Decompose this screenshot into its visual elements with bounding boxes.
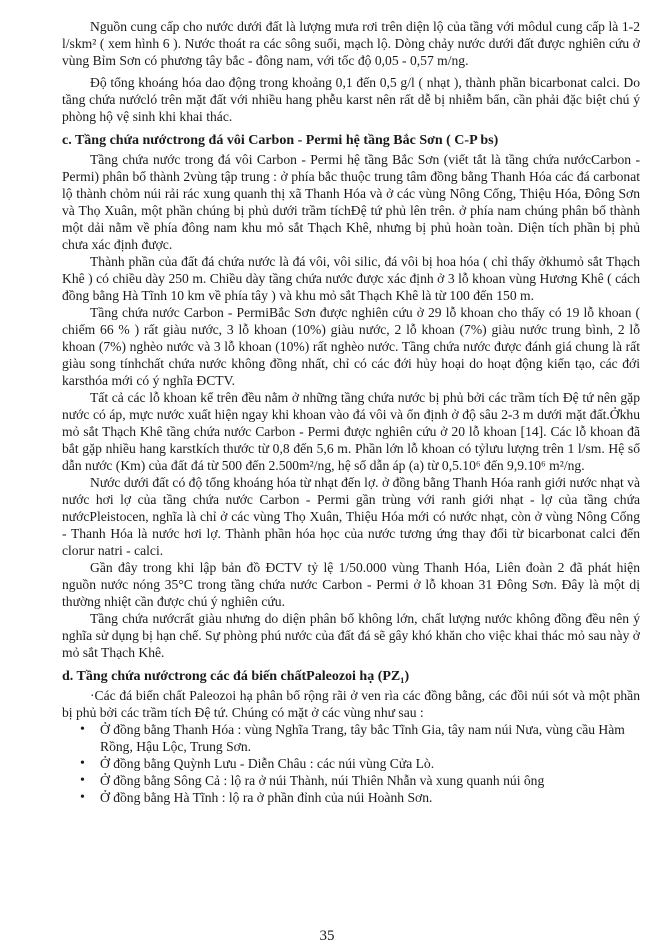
paragraph-composition: Thành phần của đất đá chứa nước là đá vôi, vôi silic, đá vôi bị hoa hóa ( chỉ thấy ởkhumỏ sắt Thạch Khê ) có chiều dày 250 m. Chiều dày tầng chứa nước được xác định ở 3 lỗ khoan vùng Hương Khê ( cách đồng bằng Hà Tĩnh 10 km về phía tây ) và khu mỏ sắt Thạch Khê là từ 100 đến 150 m. (62, 254, 640, 303)
page-number: 35 (319, 928, 335, 944)
paragraph-confined-water: Tất cả các lỗ khoan kể trên đều nằm ở những tầng chứa nước bị phủ bởi các trầm tích Đệ tứ nên gặp nước có áp, mực nước xuất hiện ngay khi khoan vào đá vôi và ổn định ở độ sâu 2-3 m dưới mặt đất.Ởkhu mỏ sắt Thạch Khê tầng chứa nước Carbon - Permi được nghiên cứu ở 20 lỗ khoan [14]. Các lỗ khoan đã bắt gặp nhiều hang karstkích thước từ 0,8 đến 5,6 m. Phần lớn lỗ khoan có tỷlưu lượng trên 1 l/sm. Hệ số dẫn nước (Km) của đất đá từ 500 đến 2.500m²/ng, hệ số dẫn áp (a) từ 0,5.10⁶ đến 9,9.10⁶ m²/ng. (62, 390, 640, 473)
paragraph-recharge: Nguồn cung cấp cho nước dưới đất là lượng mưa rơi trên diện lộ của tầng với môdul cung cấp là 1-2 l/skm² ( xem hình 6 ). Nước thoát ra các sông suối, mạch lộ. Dòng chảy nước dưới đất được nghiên cứu ở vùng Bỉm Sơn có phương tây bắc - đông nam, với tốc độ 0,05 - 0,57 m/ng. (62, 19, 640, 68)
paragraph-metamorphic: ·Các đá biến chất Paleozoi hạ phân bố rộng rãi ở ven rìa các đồng bằng, các đồi núi sót và một phần bị phủ bởi các trầm tích Đệ tứ. Chúng có mặt ở các vùng như sau : (62, 688, 640, 720)
paragraph-hot-spring: Gần đây trong khi lập bản đồ ĐCTV tỷ lệ 1/50.000 vùng Thanh Hóa, Liên đoàn 2 đã phát hiện nguồn nước nóng 35°C trong tầng chứa nước Carbon - Permi ở lỗ khoan 31 Đông Sơn. Đây là một dị thường nhiệt cần được chú ý nghiên cứu. (62, 560, 640, 609)
paragraph-salinity: Nước dưới đất có độ tổng khoáng hóa từ nhạt đến lợ. ở đồng bằng Thanh Hóa ranh giới nước nhạt và nước hơi lợ của tầng chứa nước Carbon - Permi gần trùng với ranh giới nhạt - lợ của tầng chứa nướcPleistocen, nghĩa là chỉ ở các vùng Thọ Xuân, Thiệu Hóa mới có nước nhạt, còn ở vùng Nông Cống - Thanh Hóa là nước hơi lợ. Thành phần hóa học của nước tương ứng thay đổi từ bicarbonat calci đến clorur natri - calci. (62, 475, 640, 558)
paragraph-usage: Tầng chứa nướcrất giàu nhưng do diện phân bố không lớn, chất lượng nước không đồng đều nên ý nghĩa sử dụng bị hạn chế. Sự phòng phú nước của đất đá sẽ gây khó khăn cho việc khai thác mỏ sau này ở mỏ sắt Thạch Khê. (62, 611, 640, 660)
list-item-text: Ở đồng bằng Quỳnh Lưu - Diễn Châu : các núi vùng Cửa Lò. (100, 756, 435, 771)
list-item (80, 772, 640, 789)
location-list (62, 721, 640, 806)
paragraph-distribution: Tầng chứa nước trong đá vôi Carbon - Permi hệ tầng Bắc Sơn (viết tắt là tầng chứa nướcCarbon - Permi) phân bố thành 2vùng tập trung : ở phía bắc thuộc trung tâm đồng bằng Thanh Hóa các đá carbonat lộ thành chỏm núi rải rác xung quanh thị xã Thanh Hóa và ở các vùng Nông Cống, Thiệu Hóa, Đông Sơn và Thọ Xuân, một phần chúng bị phủ dưới trầm tíchĐệ tứ phủ lên trên. ở phía nam chúng phân bố thành một dải nằm về phía đông nam khu mỏ sắt Thạch Khê, nhưng bị phủ hoàn toàn. Diện tích phần bị phủ chưa xác định được. (62, 152, 640, 252)
list-item-text: Ở đồng bằng Hà Tĩnh : lộ ra ở phần đỉnh của núi Hoành Sơn. (100, 790, 433, 805)
list-item (80, 755, 640, 772)
bullet-icon: • (80, 773, 85, 788)
section-heading-c: c. Tầng chứa nướctrong đá vôi Carbon - Permi hệ tầng Bắc Sơn ( C-P bs) (62, 133, 499, 148)
list-item-text: Ở đồng bằng Thanh Hóa : vùng Nghĩa Trang, tây bắc Tĩnh Gia, tây nam núi Nưa, vùng cầu Hàm Rồng, Hậu Lộc, Trung Sơn. (100, 722, 625, 754)
list-item (80, 721, 640, 755)
list-item (80, 789, 640, 806)
paragraph-mineralization: Độ tổng khoáng hóa dao động trong khoảng 0,1 đến 0,5 g/l ( nhạt ), thành phần bicarbonat calci. Do tầng chứa nướcló trên mặt đất với nhiều hang phễu karst nên rất dễ bị nhiễm bẩn, cần phải đặc biệt chú ý phòng hộ vệ sinh khi khai thác. (62, 75, 640, 124)
bullet-icon: • (80, 756, 85, 771)
document-page (62, 18, 640, 806)
bullet-icon: • (80, 722, 85, 737)
list-item-text: Ở đồng bằng Sông Cả : lộ ra ở núi Thành, núi Thiên Nhẫn và xung quanh núi ông (100, 773, 545, 788)
section-heading-d: d. Tầng chứa nướctrong các đá biến chấtPaleozoi hạ (PZ₁) (62, 669, 410, 684)
paragraph-boreholes: Tầng chứa nước Carbon - PermiBắc Sơn được nghiên cứu ở 29 lỗ khoan cho thấy có 19 lỗ khoan ( chiếm 66 % ) rất giàu nước, 3 lỗ khoan (10%) giàu nước, 2 lỗ khoan (7%) giàu nước trung bình, 2 lỗ khoan (7%) nghèo nước và 3 lỗ khoan (10%) rất nghèo nước. Tầng chứa nước được đánh giá chung là rất giàu song tínhchất chứa nước không đồng nhất, chỉ có các đới hủy hoại do hoạt động kiến tạo, các đới karsthóa mới có ý nghĩa ĐCTV. (62, 305, 640, 388)
bullet-icon: • (80, 790, 85, 805)
